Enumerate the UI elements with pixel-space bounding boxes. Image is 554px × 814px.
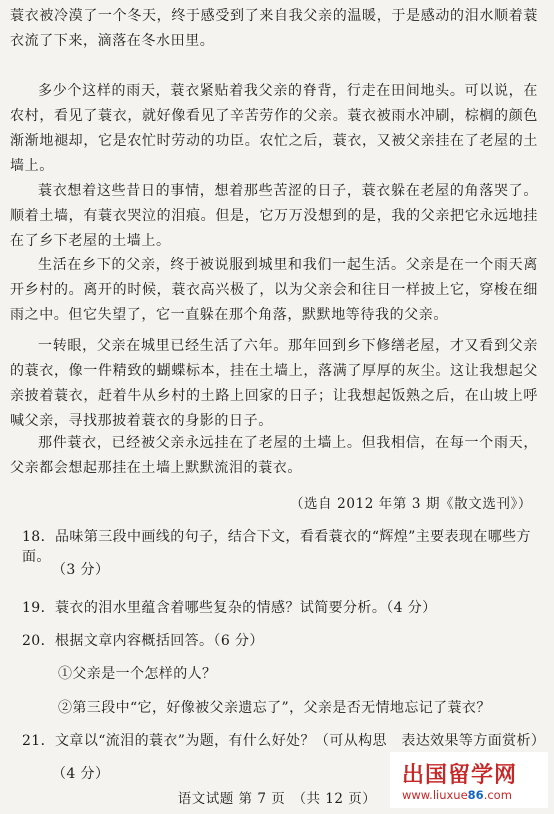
passage-paragraph-5: 一转眼，父亲在城里已经生活了六年。那年回到乡下修缮老屋，才又看到父亲的蓑衣，像一件精致的蝴蝶标本，挂在土墙上，落满了厚厚的灰尘。这让我想起父亲披着蓑衣，赶着牛从乡村的土路上回家的日子；让我想起饭熟之后，在山坡上呼喊父亲，寻找那披着蓑衣的身影的日子。 (10, 338, 538, 429)
watermark-url (402, 788, 512, 802)
passage-source: （选自 2012 年第 3 期《散文选刊》） (289, 496, 532, 512)
watermark-url-prefix: www.liuxue (402, 788, 468, 802)
passage-paragraph-6: 那件蓑衣，已经被父亲永远挂在了老屋的土墙上。但我相信，在每一个雨天，父亲都会想起那挂在土墙上默默流泪的蓑衣。 (10, 435, 538, 476)
question-20: 20．根据文章内容概括回答。（6 分） (22, 633, 264, 649)
question-18-score: （3 分） (52, 562, 110, 578)
question-21-score: （4 分） (52, 766, 110, 782)
passage-paragraph-3: 蓑衣想着这些昔日的事情，想着那些苦涩的日子，蓑衣躲在老屋的角落哭了。顺着土墙，有蓑衣哭泣的泪痕。但是，它万万没想到的是，我的父亲把它永远地挂在了乡下老屋的土墙上。 (10, 183, 538, 249)
watermark-url-highlight: 86 (467, 788, 484, 802)
question-19: 19．蓑衣的泪水里蕴含着哪些复杂的情感？试简要分析。（4 分） (22, 600, 437, 616)
passage-paragraph-4: 生活在乡下的父亲，终于被说服到城里和我们一起生活。父亲是在一个雨天离开乡村的。离开的时候，蓑衣高兴极了，以为父亲会和往日一样披上它，穿梭在细雨之中。但它失望了，它一直躲在那个角落，默默地等待我的父亲。 (10, 257, 538, 323)
site-watermark (390, 752, 548, 808)
watermark-title: 出国留学网 (402, 763, 518, 788)
page-footer: 语文试题 第 7 页 （共 12 页） (177, 791, 377, 807)
passage-paragraph-1: 蓑衣被冷漠了一个冬天，终于感受到了来自我父亲的温暖，于是感动的泪水顺着蓑衣流了下来，滴落在冬水田里。 (10, 8, 538, 49)
question-21: 21．文章以“流泪的蓑衣”为题，有什么好处？（可从构思 表达效果等方面赏析） (22, 733, 546, 749)
question-20-part-2: ②第三段中“它，好像被父亲遗忘了”，父亲是否无情地忘记了蓑衣？ (58, 700, 491, 716)
question-18: 18．品味第三段中画线的句子，结合下文，看看蓑衣的“辉煌”主要表现在哪些方面。 (22, 529, 531, 565)
question-20-part-1: ①父亲是一个怎样的人？ (58, 666, 217, 682)
watermark-url-suffix: .com (483, 788, 512, 802)
passage-paragraph-2: 多少个这样的雨天，蓑衣紧贴着我父亲的脊背，行走在田间地头。可以说，在农村，看见了蓑衣，就好像看见了辛苦劳作的父亲。蓑衣被雨水冲刷，棕榈的颜色渐渐地褪却，它是农忙时劳动的功臣。农忙之后，蓑衣，又被父亲挂在了老屋的土墙上。 (10, 83, 538, 174)
